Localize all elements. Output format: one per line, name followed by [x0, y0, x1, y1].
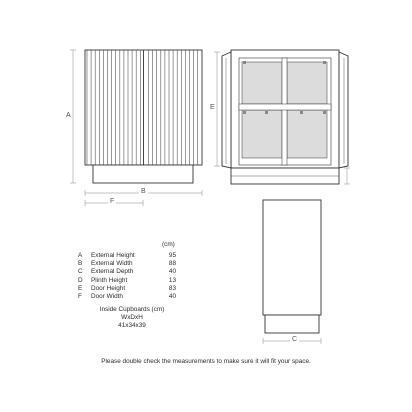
dim-label-e: E: [210, 104, 215, 111]
side-plinth: [265, 315, 319, 333]
dimension-label: External Width: [91, 260, 133, 268]
dim-label-b: B: [141, 188, 146, 195]
dimension-row: [78, 268, 182, 276]
unit-label: (cm): [162, 241, 175, 248]
open-door-left: [222, 52, 231, 168]
dimension-label: External Depth: [91, 268, 134, 276]
dim-label-f: F: [110, 198, 115, 205]
dimension-row: [78, 285, 182, 293]
dimension-key: E: [78, 284, 83, 292]
dimension-label: Door Width: [91, 292, 123, 300]
dimension-key: C: [78, 268, 83, 276]
side-cabinet-body: [263, 200, 321, 315]
shelf-cell-bottom-left: [242, 110, 282, 158]
dimension-key: B: [78, 260, 83, 268]
dimension-row: [78, 252, 182, 260]
dimension-row: [78, 277, 182, 285]
dimension-label: Door Height: [91, 284, 126, 292]
dimension-value: 83: [168, 284, 176, 292]
dimension-key: D: [78, 276, 83, 284]
dimensions-table: [78, 241, 182, 301]
dimension-row: [78, 260, 182, 268]
dimension-label: Plinth Height: [91, 276, 128, 284]
dimension-row: [78, 293, 182, 301]
shelf-cell-bottom-right: [287, 110, 327, 158]
inside-cupboards-block: [96, 306, 168, 331]
inside-cupboards-value: 41x34x39: [118, 322, 146, 330]
inside-cupboards-title: Inside Cupboards (cm): [99, 306, 165, 313]
dimension-label: External Height: [91, 252, 135, 259]
dim-label-c: C: [292, 336, 298, 343]
shelf-cell-top-right: [287, 62, 327, 104]
dimension-value: 88: [168, 260, 176, 268]
dimension-key: A: [78, 252, 83, 259]
dimension-key: F: [78, 292, 82, 300]
measurement-note: Please double check the measurements to make sure it will fit your space.: [101, 358, 311, 365]
dimension-value: 95: [168, 252, 176, 259]
open-cabinet: [222, 50, 348, 184]
shelf-cell-top-left: [242, 62, 282, 104]
front-plinth: [93, 165, 193, 183]
open-door-right: [339, 52, 348, 168]
inside-cupboards-header: WxDxH: [121, 314, 143, 322]
dimension-value: 13: [168, 276, 176, 284]
dimension-value: 40: [168, 292, 176, 300]
dim-label-a: A: [66, 112, 71, 119]
dimension-value: 40: [168, 268, 176, 276]
